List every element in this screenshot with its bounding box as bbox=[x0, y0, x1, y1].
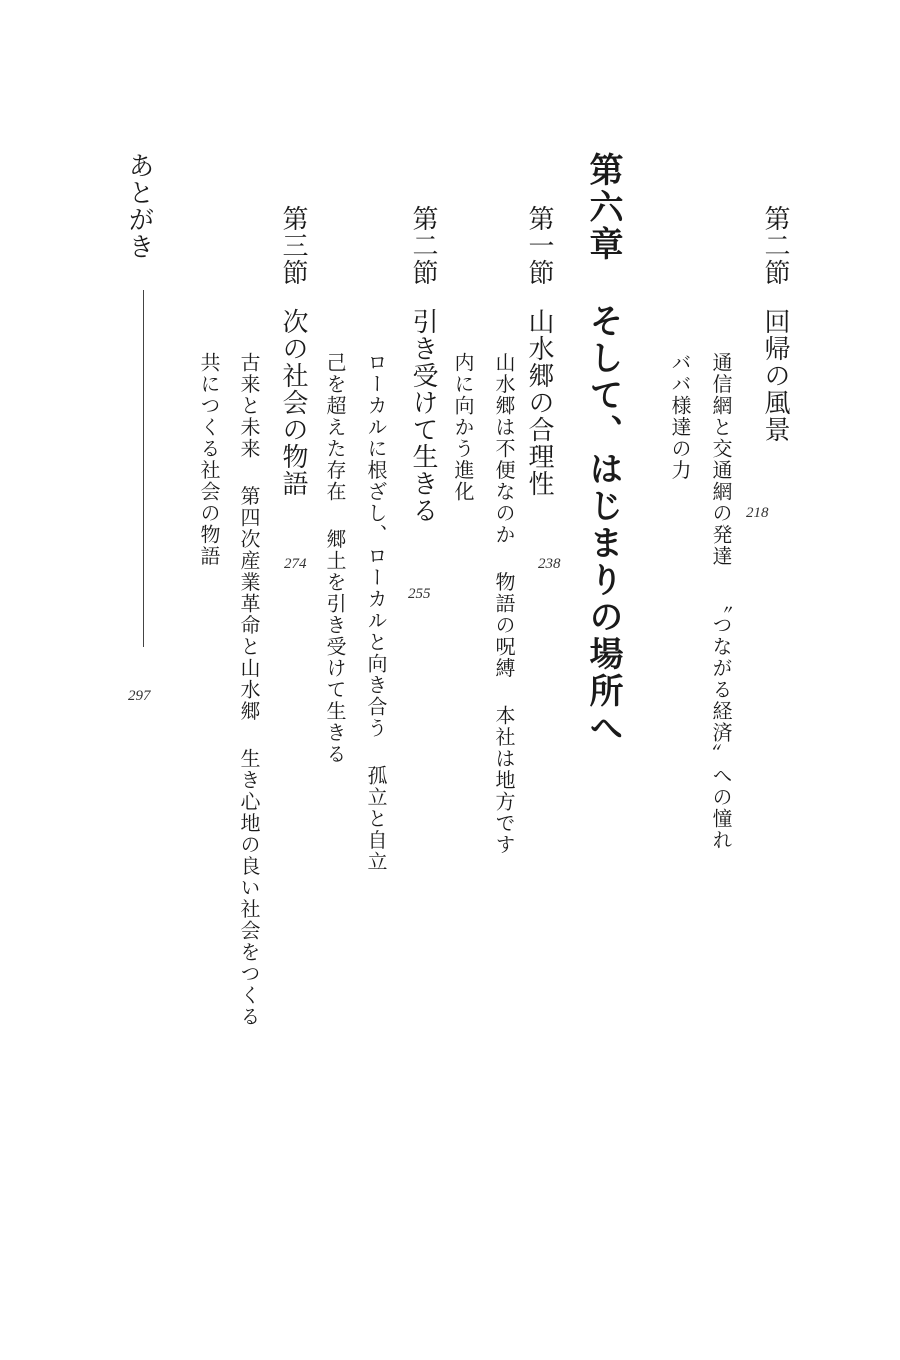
leader-line bbox=[143, 290, 144, 647]
subitem[interactable]: 郷土を引き受けて生きる bbox=[323, 528, 347, 765]
section-label: 第一節 bbox=[524, 205, 554, 286]
chapter-label: 第六章 bbox=[583, 152, 623, 263]
subitem-line bbox=[707, 352, 736, 851]
section-title: 山水郷の合理性 bbox=[524, 308, 554, 497]
subitem-line bbox=[195, 352, 224, 567]
subitem[interactable]: 通信網と交通網の発達 bbox=[709, 352, 733, 567]
page-number: 274 bbox=[284, 556, 307, 572]
page-number: 238 bbox=[538, 556, 561, 572]
subitem-line bbox=[235, 352, 264, 1028]
subitem-line bbox=[490, 352, 519, 856]
page-number: 218 bbox=[746, 505, 769, 521]
subitem[interactable]: 己を超えた存在 bbox=[323, 352, 347, 503]
subitem-line bbox=[666, 352, 695, 481]
section-label: 第三節 bbox=[278, 205, 308, 286]
section-label: 第二節 bbox=[408, 205, 438, 286]
chapter-heading[interactable] bbox=[579, 152, 628, 747]
subitem-line bbox=[362, 352, 391, 873]
subitem[interactable]: 古来と未来 bbox=[237, 352, 261, 460]
subitem[interactable]: 物語の呪縛 bbox=[492, 571, 516, 679]
section-heading[interactable] bbox=[521, 205, 558, 497]
subitem[interactable]: ローカルに根ざし、ローカルと向き合う bbox=[364, 352, 388, 739]
section-heading[interactable] bbox=[275, 205, 312, 497]
subitem-line bbox=[449, 352, 478, 503]
chapter-title: そして、はじまりの場所へ bbox=[583, 303, 623, 747]
page-number: 255 bbox=[408, 586, 431, 602]
section-heading[interactable] bbox=[757, 205, 794, 443]
page-number: 297 bbox=[128, 688, 151, 704]
section-label: 第二節 bbox=[760, 205, 790, 286]
subitem[interactable]: ババ様達の力 bbox=[668, 352, 692, 481]
subitem[interactable]: 孤立と自立 bbox=[364, 765, 388, 873]
section-title: 次の社会の物語 bbox=[278, 308, 308, 497]
section-heading[interactable] bbox=[405, 205, 442, 524]
section-title: 回帰の風景 bbox=[760, 308, 790, 443]
subitem[interactable]: 内に向かう進化 bbox=[451, 352, 475, 503]
subitem[interactable]: 第四次産業革命と山水郷 bbox=[237, 485, 261, 722]
subitem[interactable]: 生き心地の良い社会をつくる bbox=[237, 748, 261, 1028]
section-title: 引き受けて生きる bbox=[408, 308, 438, 524]
subitem[interactable]: 本社は地方です bbox=[492, 705, 516, 856]
subitem-line bbox=[321, 352, 350, 765]
afterword-title[interactable]: あとがき bbox=[124, 152, 154, 260]
subitem[interactable]: 〝つながる経済〟への憧れ bbox=[709, 593, 733, 851]
subitem[interactable]: 共につくる社会の物語 bbox=[197, 352, 221, 567]
subitem[interactable]: 山水郷は不便なのか bbox=[492, 352, 516, 546]
